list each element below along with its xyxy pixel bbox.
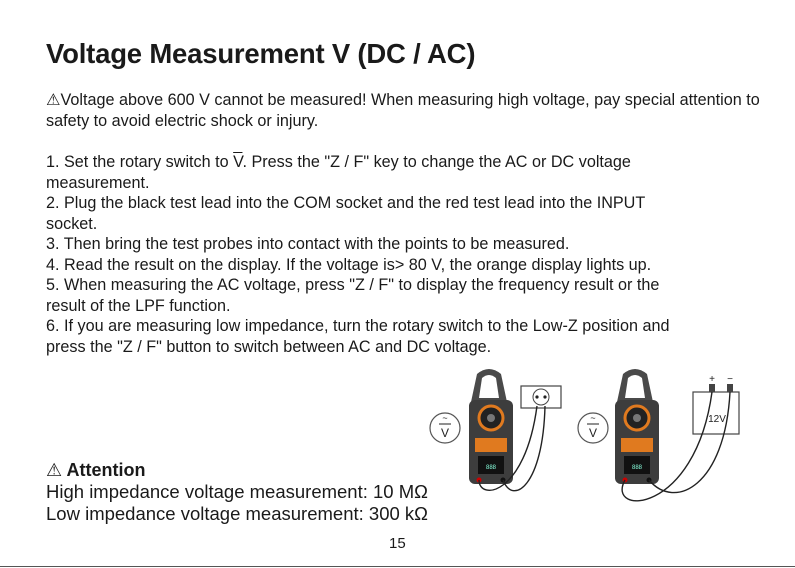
- step-5-line-2: result of the LPF function.: [46, 296, 231, 315]
- step-1-line-2: measurement.: [46, 173, 150, 192]
- step-6-line-1: 6. If you are measuring low impedance, turn the rotary switch to the Low-Z position and: [46, 317, 670, 335]
- clamp-meter-right: [615, 369, 659, 484]
- step-6-line-2: press the "Z / F" button to switch between AC and DC voltage.: [46, 337, 492, 356]
- voltage-symbol: $\overline{V}$: [233, 153, 243, 171]
- warning-triangle-icon: ⚠: [46, 91, 61, 109]
- attention-block: [46, 459, 428, 525]
- battery-12v: [693, 374, 739, 434]
- page-number: 15: [389, 535, 406, 552]
- svg-text:~: ~: [590, 413, 596, 423]
- step-1-line-1: 1. Set the rotary switch to $\overline{V}$. Press the "Z / F" key to change the AC or DC voltage: [46, 153, 631, 171]
- high-impedance-text: High impedance voltage measurement: 10 MΩ: [46, 481, 428, 502]
- svg-text:V: V: [588, 426, 598, 440]
- step-2-line-1: 2. Plug the black test lead into the COM socket and the red test lead into the INPUT: [46, 194, 646, 212]
- instruction-steps: [46, 152, 761, 357]
- svg-text:~: ~: [442, 413, 448, 423]
- step-2-line-2: socket.: [46, 214, 98, 233]
- step-3: 3. Then bring the test probes into contact with the points to be measured.: [46, 235, 570, 253]
- warning-paragraph: [46, 90, 761, 131]
- attention-heading: ⚠ Attention: [46, 460, 146, 480]
- bottom-divider: [0, 566, 795, 567]
- voltage-badge-left: [430, 413, 460, 443]
- svg-text:888: 888: [631, 465, 643, 471]
- svg-text:888: 888: [485, 465, 497, 471]
- svg-text:+: +: [709, 374, 715, 385]
- low-impedance-text: Low impedance voltage measurement: 300 kΩ: [46, 503, 428, 524]
- wall-socket: [521, 386, 561, 408]
- voltage-badge-right: [578, 413, 608, 443]
- step-5-line-1: 5. When measuring the AC voltage, press "Z / F" to display the frequency result or the: [46, 276, 660, 294]
- svg-text:12V: 12V: [708, 414, 726, 425]
- warning-triangle-icon: ⚠: [46, 460, 67, 480]
- measurement-illustration: [425, 366, 765, 516]
- page-title: Voltage Measurement V (DC / AC): [46, 38, 476, 69]
- step-4: 4. Read the result on the display. If the voltage is> 80 V, the orange display lights up.: [46, 255, 652, 274]
- svg-text:V: V: [440, 426, 450, 440]
- clamp-meter-left: [469, 369, 513, 484]
- svg-text:−: −: [727, 374, 733, 385]
- warning-text: Voltage above 600 V cannot be measured! When measuring high voltage, pay special attention to safety to avoid electric shock or injury.: [46, 91, 760, 130]
